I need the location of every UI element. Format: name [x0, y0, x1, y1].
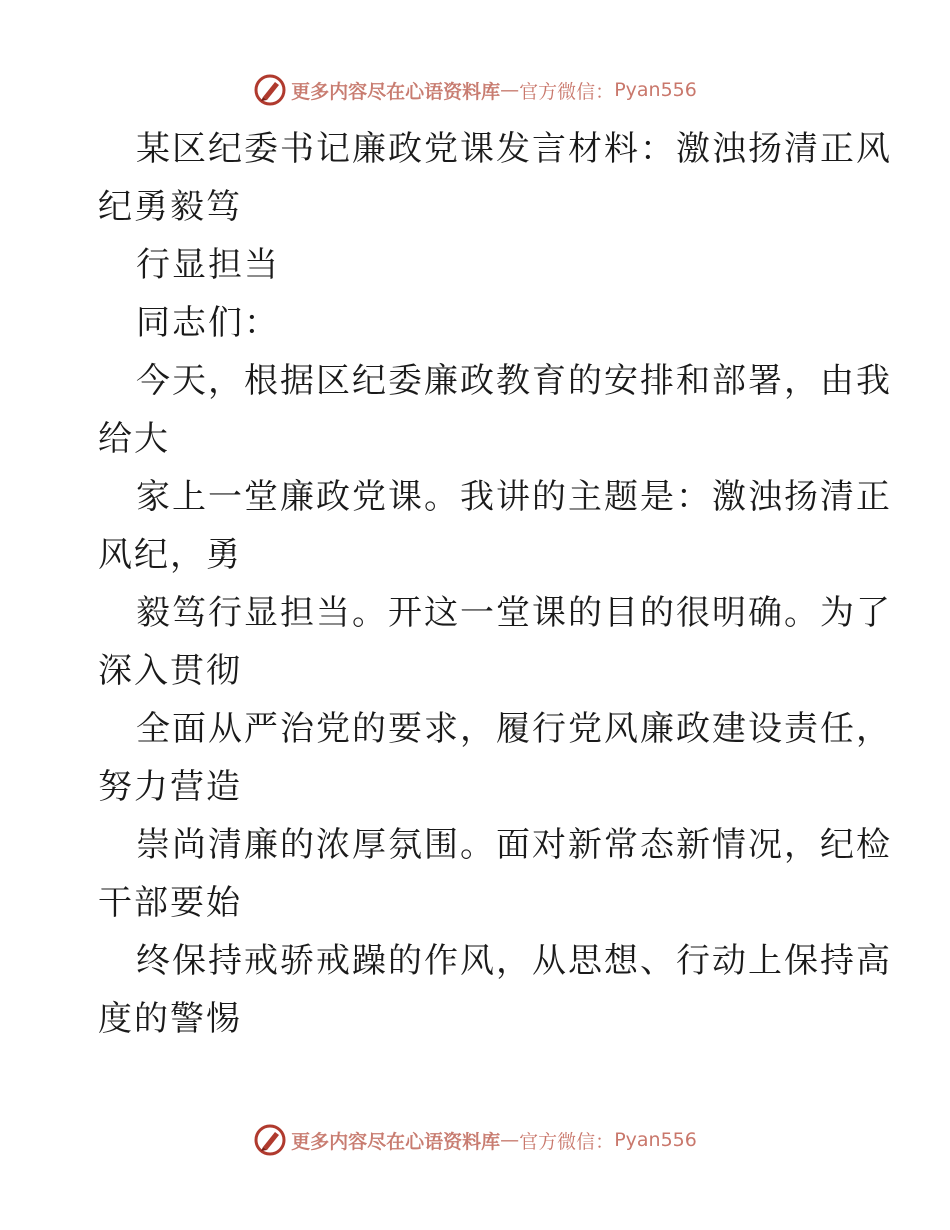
text-line: 深入贯彻 — [98, 651, 242, 691]
banner-wechat-account: Pyan556 — [614, 79, 697, 101]
text-line: 行显担当 — [136, 245, 280, 285]
text-line: 终保持戒骄戒躁的作风，从思想、行动上保持高 — [136, 941, 892, 981]
text-line: 同志们： — [136, 303, 280, 343]
text-line: 崇尚清廉的浓厚氛围。面对新常态新情况，纪检 — [136, 825, 892, 865]
header-watermark-banner — [0, 70, 950, 110]
text-line: 某区纪委书记廉政党课发言材料：激浊扬清正风 — [136, 129, 892, 169]
text-line: 今天，根据区纪委廉政教育的安排和部署，由我 — [136, 361, 892, 401]
text-line: 全面从严治党的要求，履行党风廉政建设责任， — [136, 709, 892, 749]
text-line: 家上一堂廉政党课。我讲的主题是：激浊扬清正 — [136, 477, 892, 517]
banner-dash: — — [500, 1129, 520, 1151]
banner-wechat-label: 官方微信： — [519, 80, 615, 103]
banner-wechat-label: 官方微信： — [519, 1130, 615, 1153]
text-line: 毅笃行显担当。开这一堂课的目的很明确。为了 — [136, 593, 892, 633]
banner-dash: — — [500, 79, 520, 101]
footer-watermark-banner — [0, 1120, 950, 1160]
text-line: 风纪，勇 — [98, 535, 242, 575]
pen-logo-icon — [253, 1123, 287, 1157]
banner-brand-text: 更多内容尽在心语资料库 — [291, 80, 501, 103]
banner-brand-text: 更多内容尽在心语资料库 — [291, 1130, 501, 1153]
text-line: 干部要始 — [98, 883, 242, 923]
text-line: 努力营造 — [98, 767, 242, 807]
banner-wechat-account: Pyan556 — [614, 1129, 697, 1151]
text-line: 纪勇毅笃 — [98, 187, 242, 227]
document-body — [98, 120, 892, 1048]
text-line: 给大 — [98, 419, 170, 459]
text-line: 度的警惕 — [98, 999, 242, 1039]
pen-logo-icon — [253, 73, 287, 107]
